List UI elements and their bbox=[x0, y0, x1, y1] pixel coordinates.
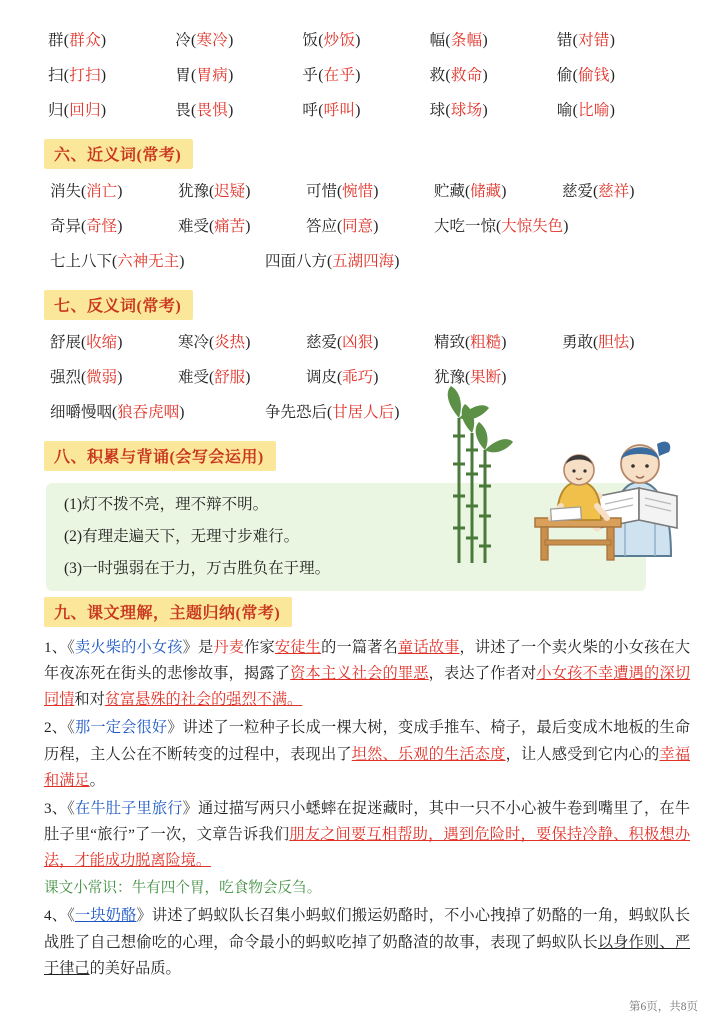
answer: 迟疑 bbox=[214, 183, 246, 200]
title: 在牛肚子里旅行 bbox=[74, 799, 183, 817]
word-cell bbox=[175, 28, 302, 50]
word-base: 错( bbox=[556, 32, 579, 49]
paren: ) bbox=[563, 218, 569, 235]
text: 资本主义社会的罪恶 bbox=[290, 665, 429, 683]
word-row bbox=[48, 63, 684, 85]
text: 贫富悬殊的社会的强烈不满。 bbox=[104, 691, 303, 709]
paren: ) bbox=[373, 183, 379, 200]
paren: ) bbox=[117, 218, 123, 235]
word-tail: ) bbox=[100, 67, 107, 84]
word-cell bbox=[430, 63, 557, 85]
term: 精致( bbox=[434, 334, 471, 351]
synonyms-list bbox=[0, 177, 724, 271]
word-base: 畏( bbox=[175, 102, 197, 119]
answer: 五湖四海 bbox=[332, 253, 395, 270]
word-tail: ) bbox=[609, 32, 616, 49]
word-highlight: 比喻 bbox=[578, 102, 610, 119]
paren: ) bbox=[394, 404, 400, 421]
word-tail: ) bbox=[355, 32, 361, 49]
answer: 同意 bbox=[342, 218, 374, 235]
term: 犹豫( bbox=[434, 369, 471, 386]
word-base: 偷( bbox=[556, 67, 579, 84]
word-cell bbox=[557, 28, 684, 50]
text: 安徒生 bbox=[274, 639, 322, 657]
term: 慈爱( bbox=[562, 183, 599, 200]
synonym-cell bbox=[434, 179, 562, 201]
term: 强烈( bbox=[50, 369, 87, 386]
answer: 大惊失色 bbox=[501, 218, 564, 235]
answer: 狼吞虎咽 bbox=[117, 404, 180, 421]
paren: ) bbox=[245, 369, 251, 386]
word-tail: ) bbox=[228, 67, 234, 84]
text: 和对 bbox=[74, 691, 105, 709]
answer: 舒服 bbox=[214, 369, 246, 386]
antonym-row bbox=[50, 330, 690, 352]
word-cell bbox=[430, 98, 557, 120]
synonym-cell bbox=[178, 179, 306, 201]
word-highlight: 群众 bbox=[69, 32, 101, 49]
text: 的美好品质。 bbox=[89, 959, 181, 977]
answer: 微弱 bbox=[86, 369, 118, 386]
word-cell bbox=[557, 98, 684, 120]
section-header-eight: 八、积累与背诵(会写会运用) bbox=[44, 441, 276, 471]
comprehension-note: 课文小常识：牛有四个胃，吃食物会反刍。 bbox=[44, 880, 322, 897]
text: 坦然、乐观的生活态度 bbox=[351, 745, 506, 763]
word-base: 冷( bbox=[175, 32, 197, 49]
text: ，讲述了一个卖火柴的小女孩在大年夜冻死在街头的悲惨故事，揭露了 bbox=[44, 639, 691, 683]
word-highlight: 呼叫 bbox=[323, 102, 356, 119]
word-highlight: 畏惧 bbox=[196, 102, 229, 119]
term: 难受( bbox=[178, 369, 215, 386]
illustration-teacher-and-student bbox=[439, 378, 694, 568]
section-header-nine: 九、课文理解，主题归纳(常考) bbox=[44, 597, 292, 627]
answer: 收缩 bbox=[86, 334, 118, 351]
term: 调皮( bbox=[306, 369, 343, 386]
word-row bbox=[48, 98, 684, 120]
text: 》讲述了一粒种子长成一棵大树，变成手推车、椅子，最后变成木地板的生命历程，主人公在不断转变的过程中，表现出了 bbox=[44, 719, 691, 763]
word-grid bbox=[0, 0, 724, 120]
word-highlight: 回归 bbox=[69, 102, 101, 119]
word-tail: ) bbox=[482, 32, 488, 49]
answer: 胆怯 bbox=[598, 334, 630, 351]
text: 。 bbox=[89, 771, 105, 789]
word-base: 救( bbox=[429, 67, 451, 84]
word-tail: ) bbox=[100, 102, 107, 119]
word-cell bbox=[302, 98, 429, 120]
synonym-row bbox=[50, 249, 690, 271]
word-cell bbox=[557, 63, 684, 85]
paren: ) bbox=[629, 183, 635, 200]
word-cell bbox=[175, 63, 302, 85]
answer: 六神无主 bbox=[117, 253, 180, 270]
word-highlight: 寒冷 bbox=[196, 32, 229, 49]
answer: 果断 bbox=[470, 369, 502, 386]
word-cell bbox=[430, 28, 557, 50]
word-highlight: 球场 bbox=[450, 102, 483, 119]
text: 以身作则、严于律己 bbox=[44, 933, 691, 977]
term: 大吃一惊( bbox=[434, 218, 502, 235]
answer: 储藏 bbox=[470, 183, 502, 200]
answer: 奇怪 bbox=[86, 218, 118, 235]
synonym-cell bbox=[50, 214, 178, 236]
word-tail: ) bbox=[355, 102, 361, 119]
recitation-line: (3)一时强弱在于力，万古胜负在于理。 bbox=[64, 560, 331, 578]
paren: ) bbox=[373, 218, 379, 235]
title: 那一定会很好 bbox=[74, 719, 168, 737]
text: 《 bbox=[67, 907, 75, 925]
word-tail: ) bbox=[482, 67, 488, 84]
paren: ) bbox=[501, 183, 507, 200]
answer: 痛苦 bbox=[214, 218, 246, 235]
word-base: 胃( bbox=[175, 67, 197, 84]
term: 可惜( bbox=[306, 183, 343, 200]
student-figure-icon bbox=[551, 455, 607, 521]
answer: 炎热 bbox=[214, 334, 246, 351]
recitation-line: (1)灯不拨不亮，理不辩不明。 bbox=[64, 496, 269, 513]
paren: ) bbox=[501, 334, 507, 351]
item-number: 2、 bbox=[44, 719, 68, 737]
word-tail: ) bbox=[228, 102, 234, 119]
answer: 粗糙 bbox=[470, 334, 502, 351]
word-highlight: 炒饭 bbox=[323, 32, 356, 49]
paren: ) bbox=[245, 334, 251, 351]
item-number: 4、 bbox=[44, 907, 68, 925]
recitation-line: (2)有理走遍天下，无理寸步难行。 bbox=[64, 528, 300, 546]
answer: 乖巧 bbox=[342, 369, 374, 386]
title: 一块奶酪 bbox=[74, 907, 137, 925]
word-highlight: 条幅 bbox=[450, 32, 483, 49]
text: 《 bbox=[67, 639, 75, 657]
paren: ) bbox=[117, 183, 123, 200]
desk-icon bbox=[535, 518, 621, 560]
paren: ) bbox=[373, 334, 379, 351]
term: 消失( bbox=[50, 183, 87, 200]
text: 朋友之间要互相帮助，遇到危险时，要保持冷静、积极想办法，才能成功脱离险境。 bbox=[44, 826, 691, 870]
synonym-cell bbox=[434, 214, 690, 236]
text: 《 bbox=[67, 799, 75, 817]
title: 卖火柴的小女孩 bbox=[74, 639, 183, 657]
word-base: 幅( bbox=[429, 32, 451, 49]
answer: 慈祥 bbox=[598, 183, 630, 200]
word-highlight: 偷钱 bbox=[578, 67, 610, 84]
comprehension-item bbox=[44, 903, 690, 981]
term: 寒冷( bbox=[178, 334, 215, 351]
answer: 凶狠 bbox=[342, 334, 374, 351]
synonym-cell bbox=[178, 214, 306, 236]
synonym-cell bbox=[265, 249, 495, 271]
word-cell bbox=[48, 28, 175, 50]
word-base: 群( bbox=[48, 32, 70, 49]
antonym-cell bbox=[562, 330, 690, 352]
paren: ) bbox=[394, 253, 400, 270]
word-tail: ) bbox=[609, 67, 616, 84]
paren: ) bbox=[245, 183, 251, 200]
word-tail: ) bbox=[609, 102, 616, 119]
antonym-cell bbox=[50, 400, 265, 422]
comprehension-item bbox=[44, 796, 690, 874]
word-tail: ) bbox=[228, 32, 234, 49]
word-cell bbox=[48, 63, 175, 85]
term: 慈爱( bbox=[306, 334, 343, 351]
word-tail: ) bbox=[355, 67, 361, 84]
word-base: 归( bbox=[48, 102, 70, 119]
word-highlight: 救命 bbox=[450, 67, 483, 84]
word-base: 饭( bbox=[302, 32, 324, 49]
text: 《 bbox=[67, 719, 75, 737]
comprehension-item bbox=[44, 715, 690, 793]
term: 贮藏( bbox=[434, 183, 471, 200]
synonym-cell bbox=[562, 179, 690, 201]
answer: 惋惜 bbox=[342, 183, 374, 200]
word-cell bbox=[48, 98, 175, 120]
word-highlight: 在乎 bbox=[323, 67, 356, 84]
text: 的一篇著名 bbox=[321, 639, 398, 657]
term: 四面八方( bbox=[265, 253, 333, 270]
word-base: 呼( bbox=[302, 102, 324, 119]
word-base: 扫( bbox=[48, 67, 70, 84]
paren: ) bbox=[629, 334, 635, 351]
text: 》通过描写两只小蟋蟀在捉迷藏时，其中一只不小心被牛卷到嘴里了，在牛肚子里“旅行”了一次，文章告诉我们 bbox=[44, 799, 691, 844]
word-tail: ) bbox=[100, 32, 107, 49]
word-base: 球( bbox=[429, 102, 451, 119]
section-header-seven: 七、反义词(常考) bbox=[44, 290, 193, 320]
word-cell bbox=[302, 63, 429, 85]
synonym-cell bbox=[50, 179, 178, 201]
item-number: 1、 bbox=[44, 639, 68, 657]
term: 争先恐后( bbox=[265, 404, 333, 421]
term: 奇异( bbox=[50, 218, 87, 235]
text: 童话故事 bbox=[397, 639, 460, 657]
text: 作家 bbox=[244, 639, 275, 657]
paren: ) bbox=[245, 218, 251, 235]
paren: ) bbox=[179, 253, 185, 270]
antonym-cell bbox=[306, 330, 434, 352]
antonym-cell bbox=[178, 365, 306, 387]
term: 七上八下( bbox=[50, 253, 118, 270]
text: ，让人感受到它内心的 bbox=[505, 745, 660, 763]
word-highlight: 胃病 bbox=[196, 67, 229, 84]
synonym-row bbox=[50, 214, 690, 236]
text: 幸福和满足 bbox=[44, 745, 691, 789]
term: 勇敢( bbox=[562, 334, 599, 351]
page-footer: 第6页，共8页 bbox=[629, 1001, 698, 1013]
illustration-svg bbox=[439, 378, 694, 568]
antonym-cell bbox=[50, 330, 178, 352]
text: ，表达了作者对 bbox=[428, 665, 537, 683]
synonym-cell bbox=[306, 214, 434, 236]
term: 细嚼慢咽( bbox=[50, 404, 118, 421]
word-tail: ) bbox=[482, 102, 488, 119]
paren: ) bbox=[117, 369, 123, 386]
synonym-row bbox=[50, 179, 690, 201]
answer: 甘居人后 bbox=[332, 404, 395, 421]
paren: ) bbox=[373, 369, 379, 386]
word-highlight: 打扫 bbox=[69, 67, 101, 84]
text: 》讲述了蚂蚁队长召集小蚂蚁们搬运奶酪时，不小心拽掉了奶酪的一角，蚂蚁队长战胜了自己想偷吃的心理，命令最小的蚂蚁吃掉了奶酪渣的故事，表现了蚂蚁队长 bbox=[44, 907, 691, 951]
section-header-six: 六、近义词(常考) bbox=[44, 139, 193, 169]
antonym-cell bbox=[306, 365, 434, 387]
synonym-cell bbox=[306, 179, 434, 201]
word-highlight: 对错 bbox=[578, 32, 610, 49]
comprehension-paragraphs bbox=[44, 635, 690, 982]
word-row bbox=[48, 28, 684, 50]
synonym-cell bbox=[50, 249, 265, 271]
term: 犹豫( bbox=[178, 183, 215, 200]
comprehension-item bbox=[44, 635, 690, 713]
term: 难受( bbox=[178, 218, 215, 235]
text: 小女孩不幸遭遇的深切同情 bbox=[44, 665, 691, 709]
word-cell bbox=[175, 98, 302, 120]
term: 答应( bbox=[306, 218, 343, 235]
word-base: 喻( bbox=[556, 102, 579, 119]
antonym-cell bbox=[50, 365, 178, 387]
paren: ) bbox=[179, 404, 185, 421]
text: 丹麦 bbox=[213, 639, 245, 657]
paren: ) bbox=[117, 334, 123, 351]
term: 舒展( bbox=[50, 334, 87, 351]
antonym-cell bbox=[434, 330, 562, 352]
teacher-figure-icon bbox=[591, 442, 677, 556]
word-base: 乎( bbox=[302, 67, 324, 84]
answer: 消亡 bbox=[86, 183, 118, 200]
item-number: 3、 bbox=[44, 799, 68, 817]
paren: ) bbox=[501, 369, 507, 386]
text: 》是 bbox=[182, 639, 214, 657]
word-cell bbox=[302, 28, 429, 50]
antonym-cell bbox=[178, 330, 306, 352]
